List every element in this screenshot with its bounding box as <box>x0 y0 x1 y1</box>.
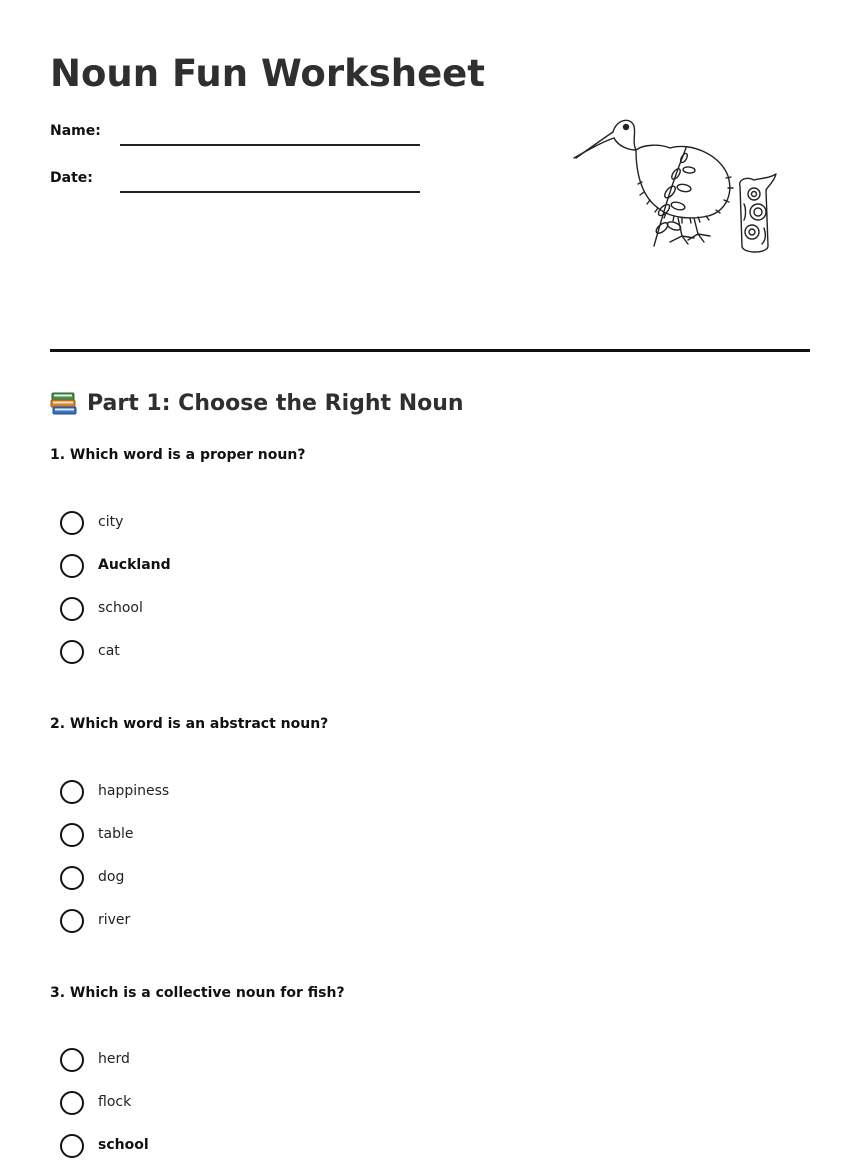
radio-button[interactable] <box>60 1048 84 1072</box>
section-title: Part 1: Choose the Right Noun <box>87 391 464 416</box>
option-label: school <box>98 1137 149 1153</box>
date-line[interactable] <box>120 191 420 193</box>
option-label: school <box>98 600 143 616</box>
option-label: river <box>98 912 131 928</box>
date-field <box>50 168 430 198</box>
date-label: Date: <box>50 170 93 186</box>
radio-button[interactable] <box>60 597 84 621</box>
worksheet-title: Noun Fun Worksheet <box>50 52 485 95</box>
radio-button[interactable] <box>60 866 84 890</box>
option-label: cat <box>98 643 120 659</box>
option-label: dog <box>98 869 125 885</box>
option-label: herd <box>98 1051 130 1067</box>
radio-button[interactable] <box>60 640 84 664</box>
option-label: table <box>98 826 134 842</box>
radio-button[interactable] <box>60 1134 84 1158</box>
name-line[interactable] <box>120 144 420 146</box>
section-divider <box>50 349 810 352</box>
question-text: 1. Which word is a proper noun? <box>50 447 306 463</box>
books-icon <box>50 391 78 417</box>
radio-button[interactable] <box>60 554 84 578</box>
radio-button[interactable] <box>60 823 84 847</box>
question-text: 3. Which is a collective noun for fish? <box>50 985 345 1001</box>
kiwi-bird-illustration <box>570 108 780 258</box>
option-label: Auckland <box>98 557 171 573</box>
question-text: 2. Which word is an abstract noun? <box>50 716 329 732</box>
option-label: city <box>98 514 124 530</box>
name-label: Name: <box>50 123 101 139</box>
radio-button[interactable] <box>60 780 84 804</box>
radio-button[interactable] <box>60 511 84 535</box>
name-field <box>50 121 430 151</box>
option-label: happiness <box>98 783 170 799</box>
radio-button[interactable] <box>60 1091 84 1115</box>
radio-button[interactable] <box>60 909 84 933</box>
option-label: flock <box>98 1094 132 1110</box>
